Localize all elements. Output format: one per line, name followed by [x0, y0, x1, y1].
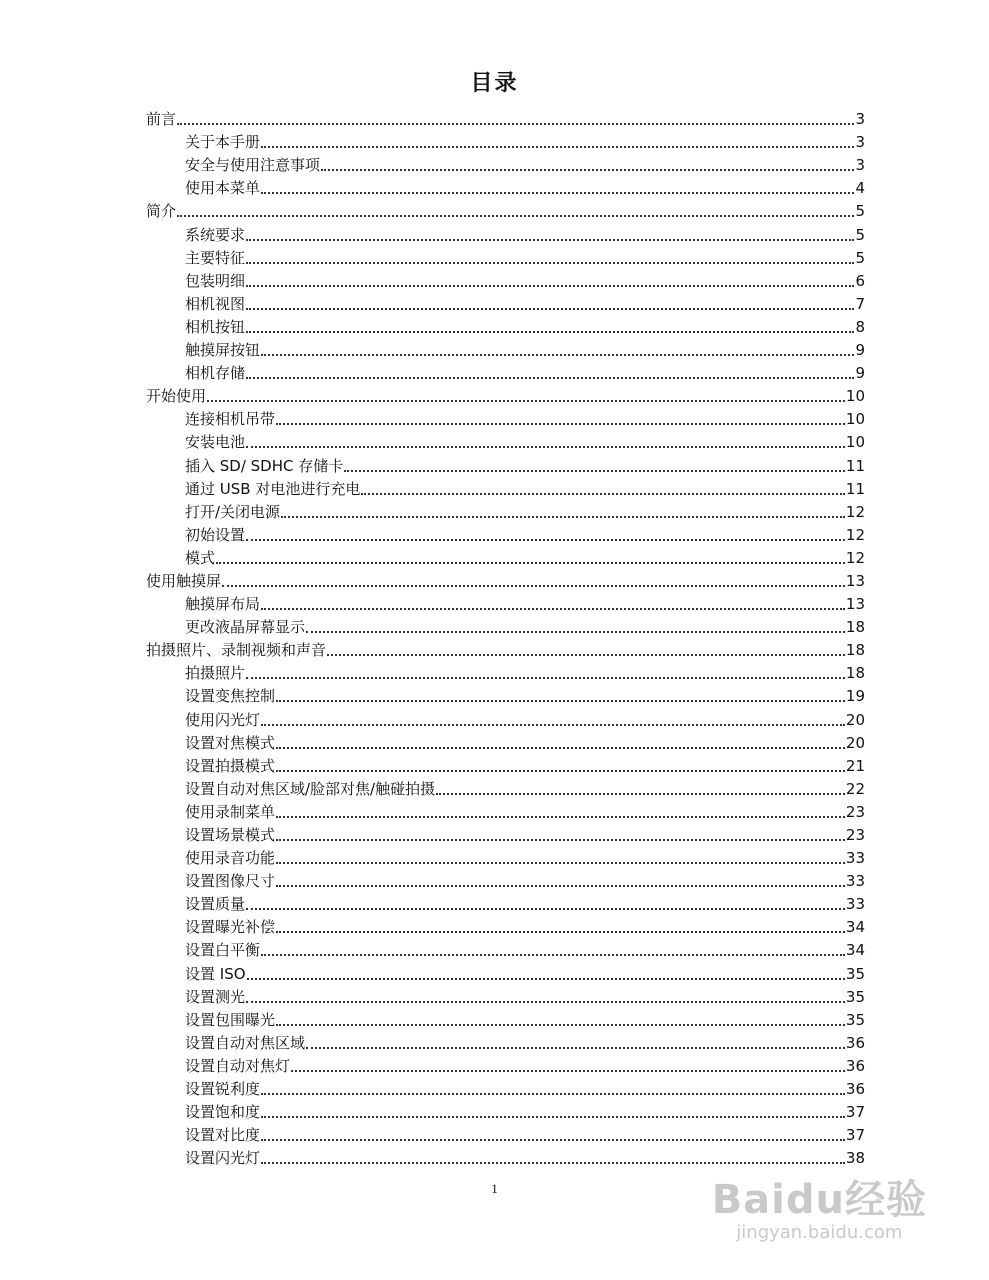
toc-subsection-entry[interactable] [146, 778, 865, 801]
toc-entry-page-number: 9 [855, 364, 865, 383]
toc-dot-leader [276, 698, 845, 702]
toc-entry-page-number: 11 [845, 479, 865, 498]
toc-entry-page-number: 34 [845, 941, 865, 960]
toc-entry-page-number: 13 [845, 571, 865, 590]
toc-subsection-entry[interactable] [146, 223, 865, 246]
toc-subsection-entry[interactable] [146, 616, 865, 639]
toc-dot-leader [246, 237, 854, 241]
toc-subsection-entry[interactable] [146, 1147, 865, 1170]
toc-entry-label: 使用闪光灯 [185, 710, 261, 729]
toc-entry-page-number: 9 [855, 341, 865, 360]
toc-entry-label: 简介 [146, 202, 177, 221]
toc-dot-leader [276, 837, 845, 841]
toc-subsection-entry[interactable] [146, 685, 865, 708]
toc-dot-leader [436, 791, 845, 795]
toc-dot-leader [344, 468, 845, 472]
toc-subsection-entry[interactable] [146, 1101, 865, 1124]
toc-dot-leader [261, 952, 845, 956]
toc-entry-label: 相机视图 [185, 294, 246, 313]
toc-dot-leader [261, 144, 854, 148]
toc-entry-page-number: 18 [845, 618, 865, 637]
toc-dot-leader [291, 1068, 845, 1072]
toc-entry-label: 设置对比度 [185, 1126, 261, 1145]
toc-entry-label: 关于本手册 [185, 133, 261, 152]
toc-entry-label: 设置图像尺寸 [185, 872, 276, 891]
toc-entry-label: 使用本菜单 [185, 179, 261, 198]
toc-dot-leader [246, 329, 854, 333]
toc-dot-leader [246, 906, 845, 910]
toc-entry-label: 设置曝光补偿 [185, 918, 276, 937]
toc-entry-page-number: 3 [855, 156, 865, 175]
toc-dot-leader [216, 560, 845, 564]
page-number-footer: 1 [491, 1181, 498, 1196]
toc-subsection-entry[interactable] [146, 1055, 865, 1078]
toc-subsection-entry[interactable] [146, 408, 865, 431]
toc-section-entry[interactable] [146, 639, 865, 662]
toc-section-entry[interactable] [146, 570, 865, 593]
toc-entry-page-number: 5 [855, 225, 865, 244]
toc-entry-page-number: 13 [845, 595, 865, 614]
toc-entry-label: 前言 [146, 110, 177, 129]
toc-dot-leader [261, 190, 854, 194]
toc-entry-page-number: 38 [845, 1149, 865, 1168]
toc-dot-leader [276, 814, 845, 818]
toc-entry-label: 更改液晶屏幕显示 [185, 618, 306, 637]
toc-entry-label: 设置 ISO [185, 964, 246, 983]
toc-entry-label: 设置对焦模式 [185, 733, 276, 752]
toc-entry-label: 设置饱和度 [185, 1103, 261, 1122]
toc-entry-page-number: 35 [845, 987, 865, 1006]
toc-dot-leader [361, 491, 845, 495]
toc-entry-page-number: 10 [845, 433, 865, 452]
toc-entry-page-number: 12 [845, 502, 865, 521]
toc-entry-label: 插入 SD/ SDHC 存储卡 [185, 456, 344, 475]
toc-dot-leader [246, 260, 854, 264]
toc-dot-leader [261, 1091, 845, 1095]
toc-subsection-entry[interactable] [146, 270, 865, 293]
toc-subsection-entry[interactable] [146, 339, 865, 362]
toc-entry-label: 设置闪光灯 [185, 1149, 261, 1168]
toc-dot-leader [246, 306, 854, 310]
toc-dot-leader [246, 537, 845, 541]
toc-dot-leader [261, 606, 845, 610]
toc-dot-leader [246, 444, 845, 448]
toc-subsection-entry[interactable] [146, 916, 865, 939]
toc-subsection-entry[interactable] [146, 1124, 865, 1147]
toc-subsection-entry[interactable] [146, 547, 865, 570]
toc-entry-page-number: 36 [845, 1033, 865, 1052]
toc-dot-leader [246, 675, 845, 679]
toc-entry-page-number: 36 [845, 1056, 865, 1075]
toc-entry-page-number: 21 [845, 756, 865, 775]
toc-dot-leader [261, 722, 845, 726]
toc-entry-page-number: 3 [855, 110, 865, 129]
toc-subsection-entry[interactable] [146, 177, 865, 200]
toc-dot-leader [327, 652, 845, 656]
toc-dot-leader [306, 629, 845, 633]
toc-section-entry[interactable] [146, 200, 865, 223]
toc-subsection-entry[interactable] [146, 431, 865, 454]
toc-dot-leader [261, 1160, 845, 1164]
toc-dot-leader [177, 213, 854, 217]
toc-entry-label: 设置场景模式 [185, 826, 276, 844]
toc-entry-label: 拍摄照片、录制视频和声音 [146, 641, 327, 660]
toc-entry-page-number: 35 [845, 1010, 865, 1029]
toc-entry-page-number: 33 [845, 849, 865, 868]
toc-subsection-entry[interactable] [146, 986, 865, 1009]
toc-entry-page-number: 37 [845, 1103, 865, 1122]
toc-subsection-entry[interactable] [146, 801, 865, 824]
toc-section-entry[interactable] [146, 385, 865, 408]
toc-subsection-entry[interactable] [146, 293, 865, 316]
toc-dot-leader [246, 999, 845, 1003]
toc-entry-page-number: 37 [845, 1126, 865, 1145]
toc-entry-label: 设置白平衡 [185, 941, 261, 960]
toc-entry-page-number: 20 [845, 733, 865, 752]
toc-entry-page-number: 35 [845, 964, 865, 983]
toc-dot-leader [276, 768, 845, 772]
toc-dot-leader [276, 929, 845, 933]
watermark-logo: Baidu经验 [711, 1177, 927, 1223]
toc-entry-label: 使用触摸屏 [146, 571, 222, 590]
toc-dot-leader [261, 1114, 845, 1118]
toc-entry-page-number: 11 [845, 456, 865, 475]
toc-entry-page-number: 7 [855, 294, 865, 313]
toc-entry-label: 设置包围曝光 [185, 1010, 276, 1029]
toc-dot-leader [261, 352, 854, 356]
toc-entry-page-number: 23 [845, 802, 865, 821]
toc-entry-label: 触摸屏按钮 [185, 341, 261, 360]
toc-entry-label: 设置变焦控制 [185, 687, 276, 706]
toc-subsection-entry[interactable] [146, 454, 865, 477]
toc-entry-label: 设置锐利度 [185, 1080, 261, 1099]
toc-dot-leader [222, 583, 845, 587]
toc-entry-label: 通过 USB 对电池进行充电 [185, 479, 361, 498]
toc-entry-page-number: 36 [845, 1080, 865, 1099]
toc-entry-label: 拍摄照片 [185, 664, 246, 683]
toc-dot-leader [281, 514, 845, 518]
watermark [712, 1178, 927, 1244]
toc-entry-page-number: 18 [845, 641, 865, 660]
toc-entry-label: 设置自动对焦灯 [185, 1056, 291, 1075]
toc-subsection-entry[interactable] [146, 1032, 865, 1055]
toc-entry-page-number: 23 [845, 826, 865, 844]
toc-entry-label: 使用录制菜单 [185, 802, 276, 821]
toc-entry-label: 触摸屏布局 [185, 595, 261, 614]
toc-dot-leader [207, 398, 845, 402]
toc-entry-page-number: 6 [855, 271, 865, 290]
toc-subsection-entry[interactable] [146, 732, 865, 755]
toc-subsection-entry[interactable] [146, 501, 865, 524]
toc-entry-label: 设置测光 [185, 987, 246, 1006]
toc-subsection-entry[interactable] [146, 316, 865, 339]
toc-subsection-entry[interactable] [146, 824, 865, 847]
toc-entry-label: 系统要求 [185, 225, 246, 244]
toc-subsection-entry[interactable] [146, 962, 865, 985]
toc-entry-page-number: 19 [845, 687, 865, 706]
toc-subsection-entry[interactable] [146, 755, 865, 778]
toc-entry-page-number: 4 [855, 179, 865, 198]
toc-entry-label: 打开/关闭电源 [185, 502, 281, 521]
toc-dot-leader [247, 976, 845, 980]
toc-subsection-entry[interactable] [146, 1009, 865, 1032]
toc-entry-label: 使用录音功能 [185, 849, 276, 868]
page-title: 目录 [470, 71, 519, 96]
toc-entry-label: 设置拍摄模式 [185, 756, 276, 775]
toc-subsection-entry[interactable] [146, 893, 865, 916]
toc-dot-leader [276, 421, 845, 425]
toc-entry-label: 开始使用 [146, 387, 207, 406]
toc-section-entry[interactable] [146, 108, 865, 131]
toc-entry-page-number: 20 [845, 710, 865, 729]
toc-entry-label: 连接相机吊带 [185, 410, 276, 429]
toc-subsection-entry[interactable] [146, 870, 865, 893]
toc-subsection-entry[interactable] [146, 847, 865, 870]
toc-subsection-entry[interactable] [146, 362, 865, 385]
toc-entry-page-number: 22 [845, 779, 865, 798]
toc-subsection-entry[interactable] [146, 939, 865, 962]
toc-entry-page-number: 3 [855, 133, 865, 152]
toc-entry-label: 相机按钮 [185, 317, 246, 336]
toc-dot-leader [246, 375, 854, 379]
toc-subsection-entry[interactable] [146, 708, 865, 731]
toc-dot-leader [261, 1137, 845, 1141]
toc-dot-leader [177, 121, 854, 125]
toc-entry-label: 安装电池 [185, 433, 246, 452]
toc-entry-label: 设置质量 [185, 895, 246, 914]
toc-dot-leader [321, 167, 854, 171]
toc-entry-page-number: 33 [845, 872, 865, 891]
watermark-url: jingyan.baidu.com [736, 1222, 903, 1243]
toc-entry-page-number: 12 [845, 525, 865, 544]
toc-entry-label: 包装明细 [185, 271, 246, 290]
toc-subsection-entry[interactable] [146, 247, 865, 270]
toc-dot-leader [276, 860, 845, 864]
toc-entry-label: 模式 [185, 548, 216, 567]
toc-entry-label: 设置自动对焦区域 [185, 1033, 306, 1052]
toc-entry-page-number: 33 [845, 895, 865, 914]
toc-subsection-entry[interactable] [146, 662, 865, 685]
toc-entry-page-number: 5 [855, 202, 865, 221]
toc-entry-label: 相机存储 [185, 364, 246, 383]
table-of-contents [146, 108, 865, 1170]
toc-subsection-entry[interactable] [146, 1078, 865, 1101]
toc-subsection-entry[interactable] [146, 131, 865, 154]
toc-entry-page-number: 12 [845, 548, 865, 567]
toc-entry-label: 主要特征 [185, 248, 246, 267]
toc-entry-label: 初始设置 [185, 525, 246, 544]
toc-entry-page-number: 5 [855, 248, 865, 267]
toc-entry-page-number: 18 [845, 664, 865, 683]
toc-entry-page-number: 10 [845, 387, 865, 406]
toc-dot-leader [276, 745, 845, 749]
toc-entry-label: 安全与使用注意事项 [185, 156, 321, 175]
toc-subsection-entry[interactable] [146, 593, 865, 616]
toc-subsection-entry[interactable] [146, 478, 865, 501]
toc-dot-leader [276, 883, 845, 887]
toc-subsection-entry[interactable] [146, 524, 865, 547]
toc-dot-leader [246, 283, 854, 287]
toc-dot-leader [306, 1045, 845, 1049]
toc-subsection-entry[interactable] [146, 154, 865, 177]
toc-entry-page-number: 10 [845, 410, 865, 429]
toc-entry-page-number: 8 [855, 317, 865, 336]
toc-entry-label: 设置自动对焦区域/脸部对焦/触碰拍摄 [185, 779, 436, 798]
toc-entry-page-number: 34 [845, 918, 865, 937]
toc-dot-leader [276, 1022, 845, 1026]
